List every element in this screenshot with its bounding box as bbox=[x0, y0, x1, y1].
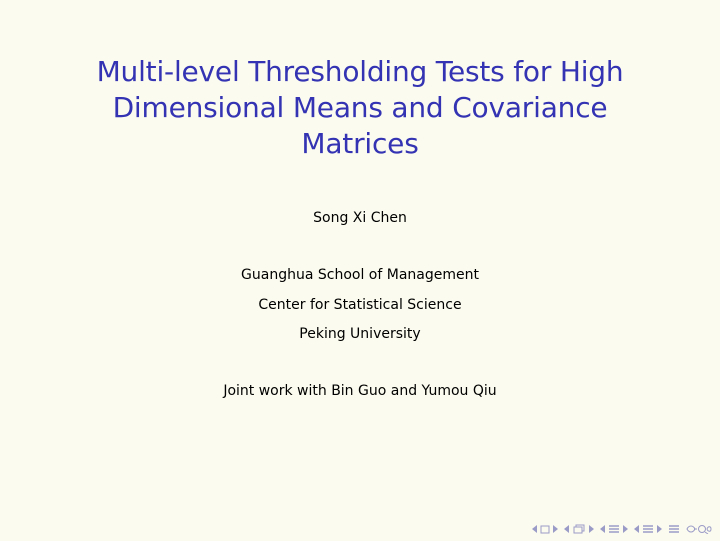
affiliation-line-2: Center for Statistical Science bbox=[258, 297, 462, 313]
nav-right-arrow-icon[interactable] bbox=[552, 525, 558, 533]
search-group bbox=[686, 524, 712, 534]
title-line-2: Dimensional Means and Covariance bbox=[112, 91, 608, 124]
author-name: Song Xi Chen bbox=[313, 210, 407, 226]
nav-right-arrow-icon[interactable] bbox=[588, 525, 594, 533]
title-line-1: Multi-level Thresholding Tests for High bbox=[96, 55, 624, 88]
nav-right-arrow-icon[interactable] bbox=[656, 525, 662, 533]
section-icon[interactable] bbox=[608, 524, 620, 534]
align-icon[interactable] bbox=[668, 524, 680, 534]
slide-title bbox=[60, 54, 660, 162]
search-icon[interactable] bbox=[686, 524, 712, 534]
nav-right-arrow-icon[interactable] bbox=[622, 525, 628, 533]
align-group bbox=[668, 524, 680, 534]
nav-left-arrow-icon[interactable] bbox=[634, 525, 640, 533]
subsection-nav-group bbox=[564, 524, 594, 535]
frame-icon[interactable] bbox=[540, 525, 550, 534]
section-nav-group bbox=[600, 524, 628, 534]
nav-left-arrow-icon[interactable] bbox=[532, 525, 538, 533]
nav-left-arrow-icon[interactable] bbox=[564, 525, 570, 533]
frame-nav-group bbox=[532, 525, 558, 534]
subsection-icon[interactable] bbox=[572, 524, 586, 535]
document-nav-group bbox=[634, 524, 662, 534]
section-icon[interactable] bbox=[642, 524, 654, 534]
affiliation-line-3: Peking University bbox=[299, 326, 421, 342]
beamer-navigation-bar bbox=[532, 521, 712, 537]
title-line-3: Matrices bbox=[301, 127, 419, 160]
nav-left-arrow-icon[interactable] bbox=[600, 525, 606, 533]
joint-work-note: Joint work with Bin Guo and Yumou Qiu bbox=[223, 383, 497, 399]
affiliation-line-1: Guanghua School of Management bbox=[241, 267, 479, 283]
